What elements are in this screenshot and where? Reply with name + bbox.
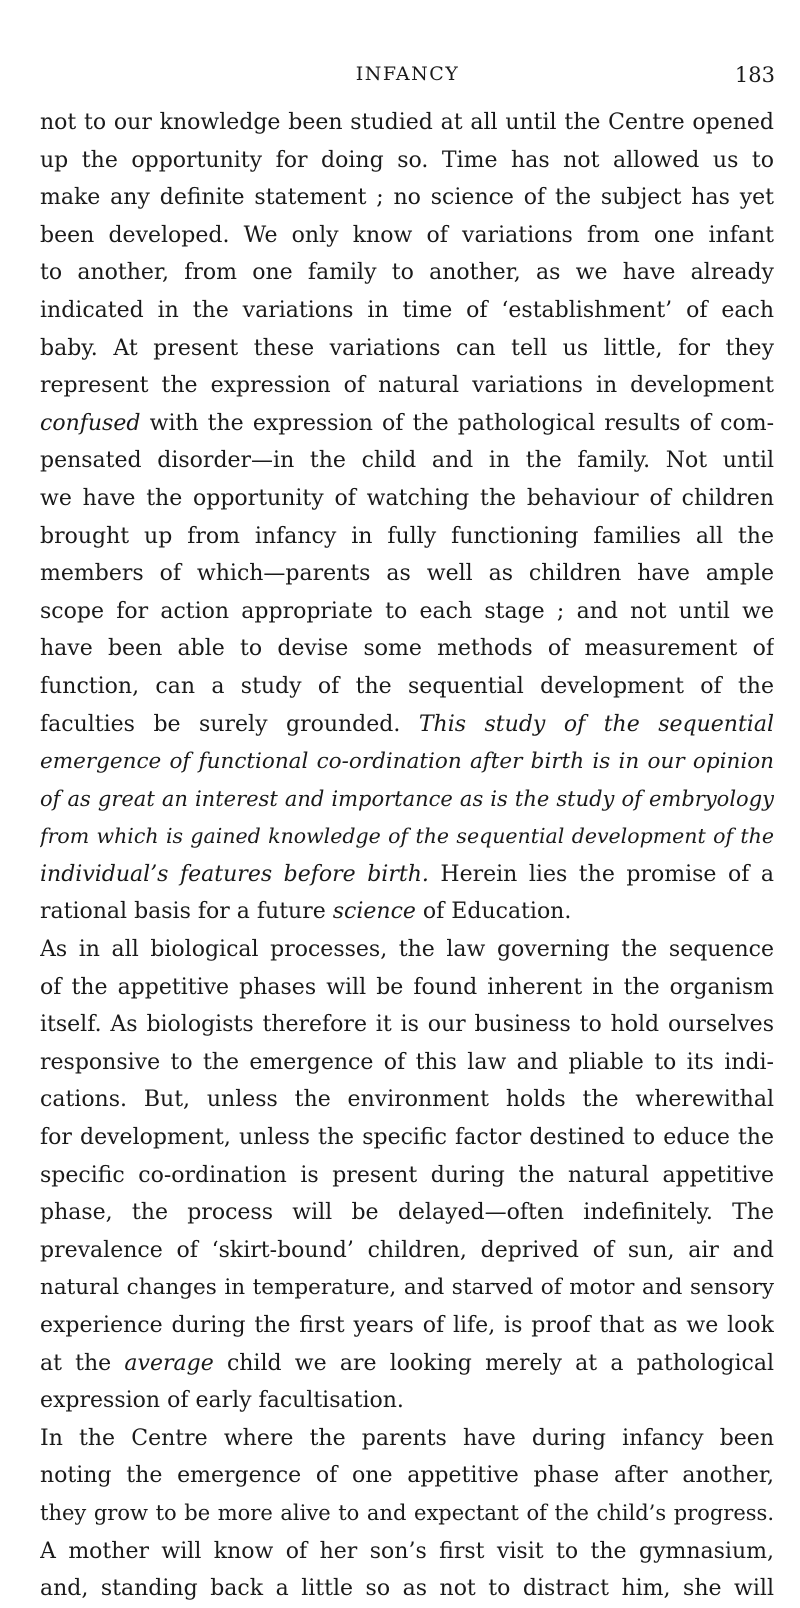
italic-text: emergence of functional co-ordination after birth is in our opinion [40, 749, 774, 775]
text-line [40, 1570, 774, 1608]
text-run: not to our knowledge been studied at all until the Centre opened [40, 110, 774, 135]
text-run: make any definite statement ; no science of the subject has yet [40, 185, 774, 211]
text-line [40, 254, 774, 292]
text-line [40, 330, 774, 368]
text-line [40, 668, 774, 706]
text-run: members of which—parents as well as children have ample [40, 561, 774, 587]
text-run: with the expression of the pathological results of com- [140, 410, 774, 436]
text-run: itself. As biologists therefore it is our business to hold ourselves [40, 1012, 774, 1038]
text-run: brought up from infancy in fully functioning families all the [40, 523, 774, 549]
text-line [40, 1307, 774, 1345]
text-line [40, 1533, 774, 1571]
text-run: A mother will know of her son’s first visit to the gymnasium, [40, 1538, 774, 1564]
text-line [40, 292, 774, 330]
text-line [40, 856, 774, 894]
text-line [40, 1081, 774, 1119]
text-run: function, can a study of the sequential development of the [40, 673, 774, 699]
text-run: have been able to devise some methods of measurement of [40, 636, 774, 662]
text-line [40, 630, 774, 668]
text-run: scope for action appropriate to each stage ; and not until we [40, 598, 774, 624]
text-line [40, 518, 774, 556]
text-run: In the Centre where the parents have during infancy been [40, 1425, 774, 1451]
text-line [40, 743, 774, 781]
text-line [40, 781, 774, 819]
text-line [40, 1044, 774, 1082]
text-line [40, 893, 774, 931]
text-line [40, 1382, 774, 1420]
text-line [40, 1157, 774, 1195]
text-line [40, 1232, 774, 1270]
text-line [40, 1119, 774, 1157]
text-run: noting the emergence of one appetitive phase after another, [40, 1463, 774, 1489]
italic-text: individual’s features before birth. [40, 861, 429, 887]
text-run: at the [40, 1350, 125, 1376]
text-line [40, 142, 774, 180]
text-run: rational basis for a future [40, 899, 333, 925]
text-run: for development, unless the specific factor destined to educe the [40, 1125, 774, 1151]
text-run: up the opportunity for doing so. Time has not allowed us to [40, 147, 774, 173]
text-line [40, 1269, 774, 1307]
text-line [40, 1194, 774, 1232]
text-run: expression of early facultisation. [40, 1388, 404, 1414]
text-line [40, 1420, 774, 1458]
text-line [40, 217, 774, 255]
text-run: prevalence of ‘skirt-bound’ children, deprived of sun, air and [40, 1237, 774, 1263]
page-header [40, 63, 775, 99]
text-line [40, 1006, 774, 1044]
text-line [40, 969, 774, 1007]
text-run: to another, from one family to another, as we have already [40, 260, 774, 286]
body-text [40, 104, 774, 1608]
italic-text: confused [40, 410, 141, 436]
text-run: we have the opportunity of watching the behaviour of children [40, 485, 774, 511]
text-run: Herein lies the promise of a [428, 861, 774, 887]
italic-text: This study of the sequential [418, 711, 774, 737]
text-run: phase, the process will be delayed—often indefinitely. The [40, 1200, 774, 1226]
italic-text: of as great an interest and importance as is the study of embryology [40, 786, 774, 811]
text-run: natural changes in temperature, and starved of motor and sensory [40, 1275, 774, 1301]
page-number: 183 [734, 63, 775, 87]
running-head: INFANCY [355, 63, 460, 85]
text-line [40, 593, 774, 631]
text-line [40, 480, 774, 518]
text-line [40, 706, 774, 744]
text-run: child we are looking merely at a pathological [213, 1350, 774, 1376]
text-line [40, 405, 774, 443]
text-line [40, 555, 774, 593]
text-run: indicated in the variations in time of ‘establishment’ of each [40, 297, 774, 323]
text-run: pensated disorder—in the child and in the family. Not until [40, 448, 774, 474]
text-run: represent the expression of natural variations in development [40, 373, 774, 399]
italic-text: science [332, 899, 416, 925]
text-run: experience during the first years of life, is proof that as we look [40, 1313, 774, 1338]
text-line [40, 179, 774, 217]
text-line [40, 1345, 774, 1383]
italic-text: from which is gained knowledge of the sequential development of the [40, 824, 774, 849]
italic-text: average [124, 1350, 214, 1376]
text-run: and, standing back a little so as not to distract him, she will [40, 1576, 774, 1602]
text-line [40, 442, 774, 480]
text-run: specific co-ordination is present during the natural appetitive [40, 1162, 774, 1188]
text-run: cations. But, unless the environment holds the wherewithal [40, 1087, 774, 1113]
text-run: faculties be surely grounded. [40, 711, 419, 737]
text-line [40, 104, 774, 142]
text-run: of Education. [415, 899, 572, 925]
text-run: baby. At present these variations can tell us little, for they [40, 335, 774, 361]
text-line [40, 1457, 774, 1495]
text-run: As in all biological processes, the law governing the sequence [40, 937, 774, 963]
text-run: they grow to be more alive to and expectant of the child’s progress. [40, 1500, 774, 1525]
text-line [40, 367, 774, 405]
text-line [40, 1495, 774, 1533]
text-run: of the appetitive phases will be found inherent in the organism [40, 974, 774, 1000]
text-run: been developed. We only know of variations from one infant [40, 222, 774, 248]
text-run: responsive to the emergence of this law and pliable to its indi- [40, 1049, 774, 1075]
text-line [40, 931, 774, 969]
text-line [40, 818, 774, 856]
